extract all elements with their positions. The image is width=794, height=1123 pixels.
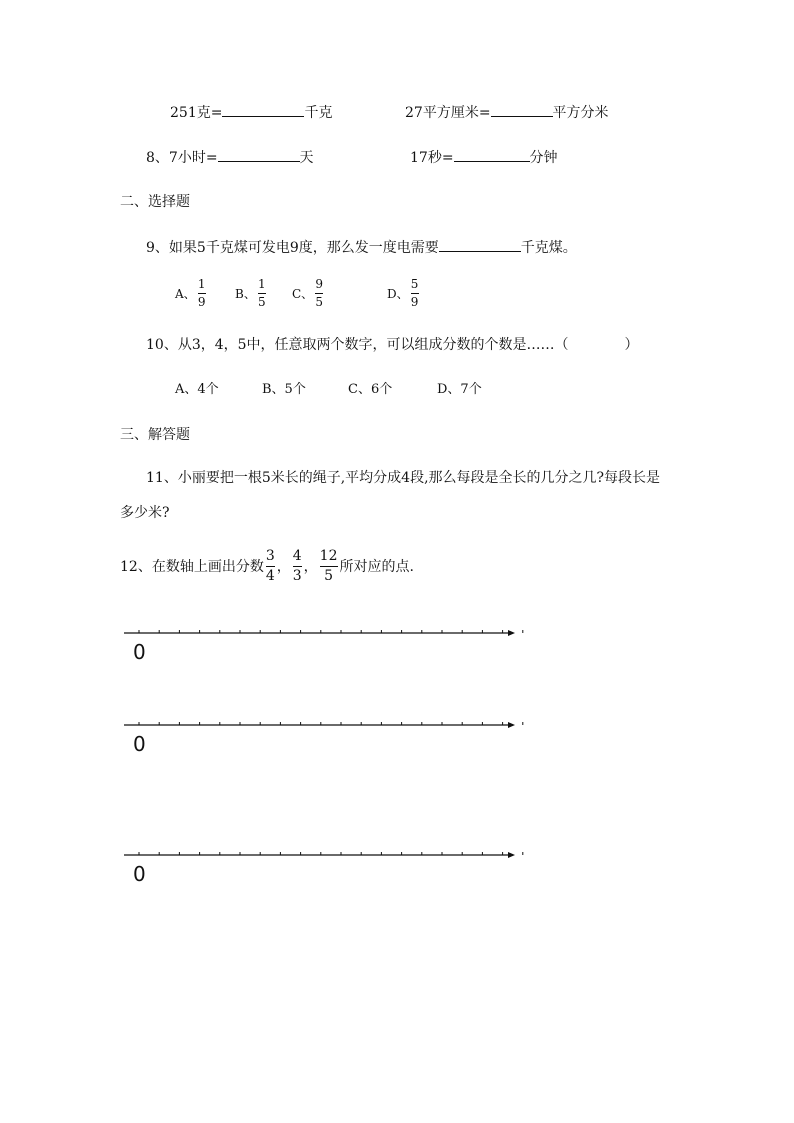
c4-blank xyxy=(454,147,530,162)
c3-blank xyxy=(218,147,300,162)
q10-option-c: C、6个 xyxy=(348,382,393,397)
q11-line-2: 多少米? xyxy=(120,505,170,521)
q10-close: ） xyxy=(624,337,639,353)
numerator: 9 xyxy=(315,277,323,291)
denominator: 9 xyxy=(197,295,206,309)
c4-left: 17秒= xyxy=(410,150,454,166)
number-line-1-svg xyxy=(0,622,794,662)
q9-blank xyxy=(439,237,521,252)
denominator: 5 xyxy=(324,568,334,584)
q9-text: 9、如果5千克煤可发电9度，那么发一度电需要 xyxy=(146,240,439,256)
q12-separator-1: ， xyxy=(276,558,291,575)
arrow-head-icon xyxy=(508,852,515,858)
denominator: 4 xyxy=(265,568,275,584)
denominator: 9 xyxy=(410,295,419,309)
q9-option-c-label: C、 xyxy=(292,287,314,301)
q12-separator-2: ， xyxy=(303,558,318,575)
q9-option-d xyxy=(387,278,421,309)
q10-option-d: D、7个 xyxy=(437,382,482,397)
denominator: 5 xyxy=(315,295,323,309)
q12-suffix: 所对应的点. xyxy=(339,558,414,575)
conversion-row-4 xyxy=(410,147,558,168)
denominator: 5 xyxy=(258,295,266,309)
number-line-3-zero-label: 0 xyxy=(133,862,146,886)
q9-option-b-fraction xyxy=(258,278,266,309)
c3-right: 天 xyxy=(299,150,314,166)
numerator: 12 xyxy=(319,548,338,564)
numerator: 1 xyxy=(258,277,266,291)
q9-option-d-label: D、 xyxy=(387,287,409,301)
c2-left: 27平方厘米= xyxy=(405,105,491,121)
q9-tail: 千克煤。 xyxy=(520,240,577,256)
q9-option-b xyxy=(235,278,268,309)
c3-left: 8、7小时= xyxy=(146,150,218,166)
c1-left: 251克= xyxy=(170,105,223,121)
q12-fraction-3 xyxy=(320,549,338,584)
number-line-1[interactable] xyxy=(0,622,794,662)
arrow-head-icon xyxy=(508,630,515,636)
number-line-2-zero-label: 0 xyxy=(133,732,146,756)
number-line-1-zero-label: 0 xyxy=(133,640,146,664)
q9-option-b-label: B、 xyxy=(235,287,256,301)
q12-fraction-2 xyxy=(293,549,302,584)
numerator: 4 xyxy=(292,548,302,564)
arrow-head-icon xyxy=(508,722,515,728)
q10-option-a: A、4个 xyxy=(175,382,219,397)
number-line-3-svg xyxy=(0,844,794,884)
q9-option-d-fraction xyxy=(411,278,419,309)
q9-option-a-fraction xyxy=(198,278,206,309)
number-line-2-svg xyxy=(0,714,794,754)
section2-heading: 二、选择题 xyxy=(120,194,190,210)
c2-right: 平方分米 xyxy=(552,105,609,121)
q11-line-1: 11、小丽要把一根5米长的绳子,平均分成4段,那么每段是全长的几分之几?每段长是 xyxy=(146,470,661,486)
q10-option-b: B、5个 xyxy=(262,382,306,397)
c1-blank xyxy=(222,102,304,117)
question-9 xyxy=(146,237,577,258)
c4-right: 分钟 xyxy=(529,150,558,166)
q9-option-c xyxy=(292,278,325,309)
q10-text: 10、从3，4，5中，任意取两个数字，可以组成分数的个数是……（ xyxy=(146,337,569,353)
q9-option-c-fraction xyxy=(315,278,323,309)
numerator: 3 xyxy=(265,548,275,564)
conversion-row-2 xyxy=(405,102,609,123)
section3-heading: 三、解答题 xyxy=(120,427,190,443)
number-line-3[interactable] xyxy=(0,844,794,884)
q12-fraction-1 xyxy=(266,549,275,584)
c1-right: 千克 xyxy=(304,105,333,121)
question-12 xyxy=(120,549,414,584)
c2-blank xyxy=(491,102,553,117)
number-line-2[interactable] xyxy=(0,714,794,754)
q9-option-a xyxy=(175,278,208,309)
conversion-row-3 xyxy=(146,147,314,168)
question-10 xyxy=(146,335,639,355)
numerator: 5 xyxy=(410,277,419,291)
q9-option-a-label: A、 xyxy=(175,287,196,301)
conversion-row-1 xyxy=(170,102,332,123)
q12-prefix: 12、在数轴上画出分数 xyxy=(120,558,264,575)
denominator: 3 xyxy=(292,568,302,584)
numerator: 1 xyxy=(197,277,206,291)
